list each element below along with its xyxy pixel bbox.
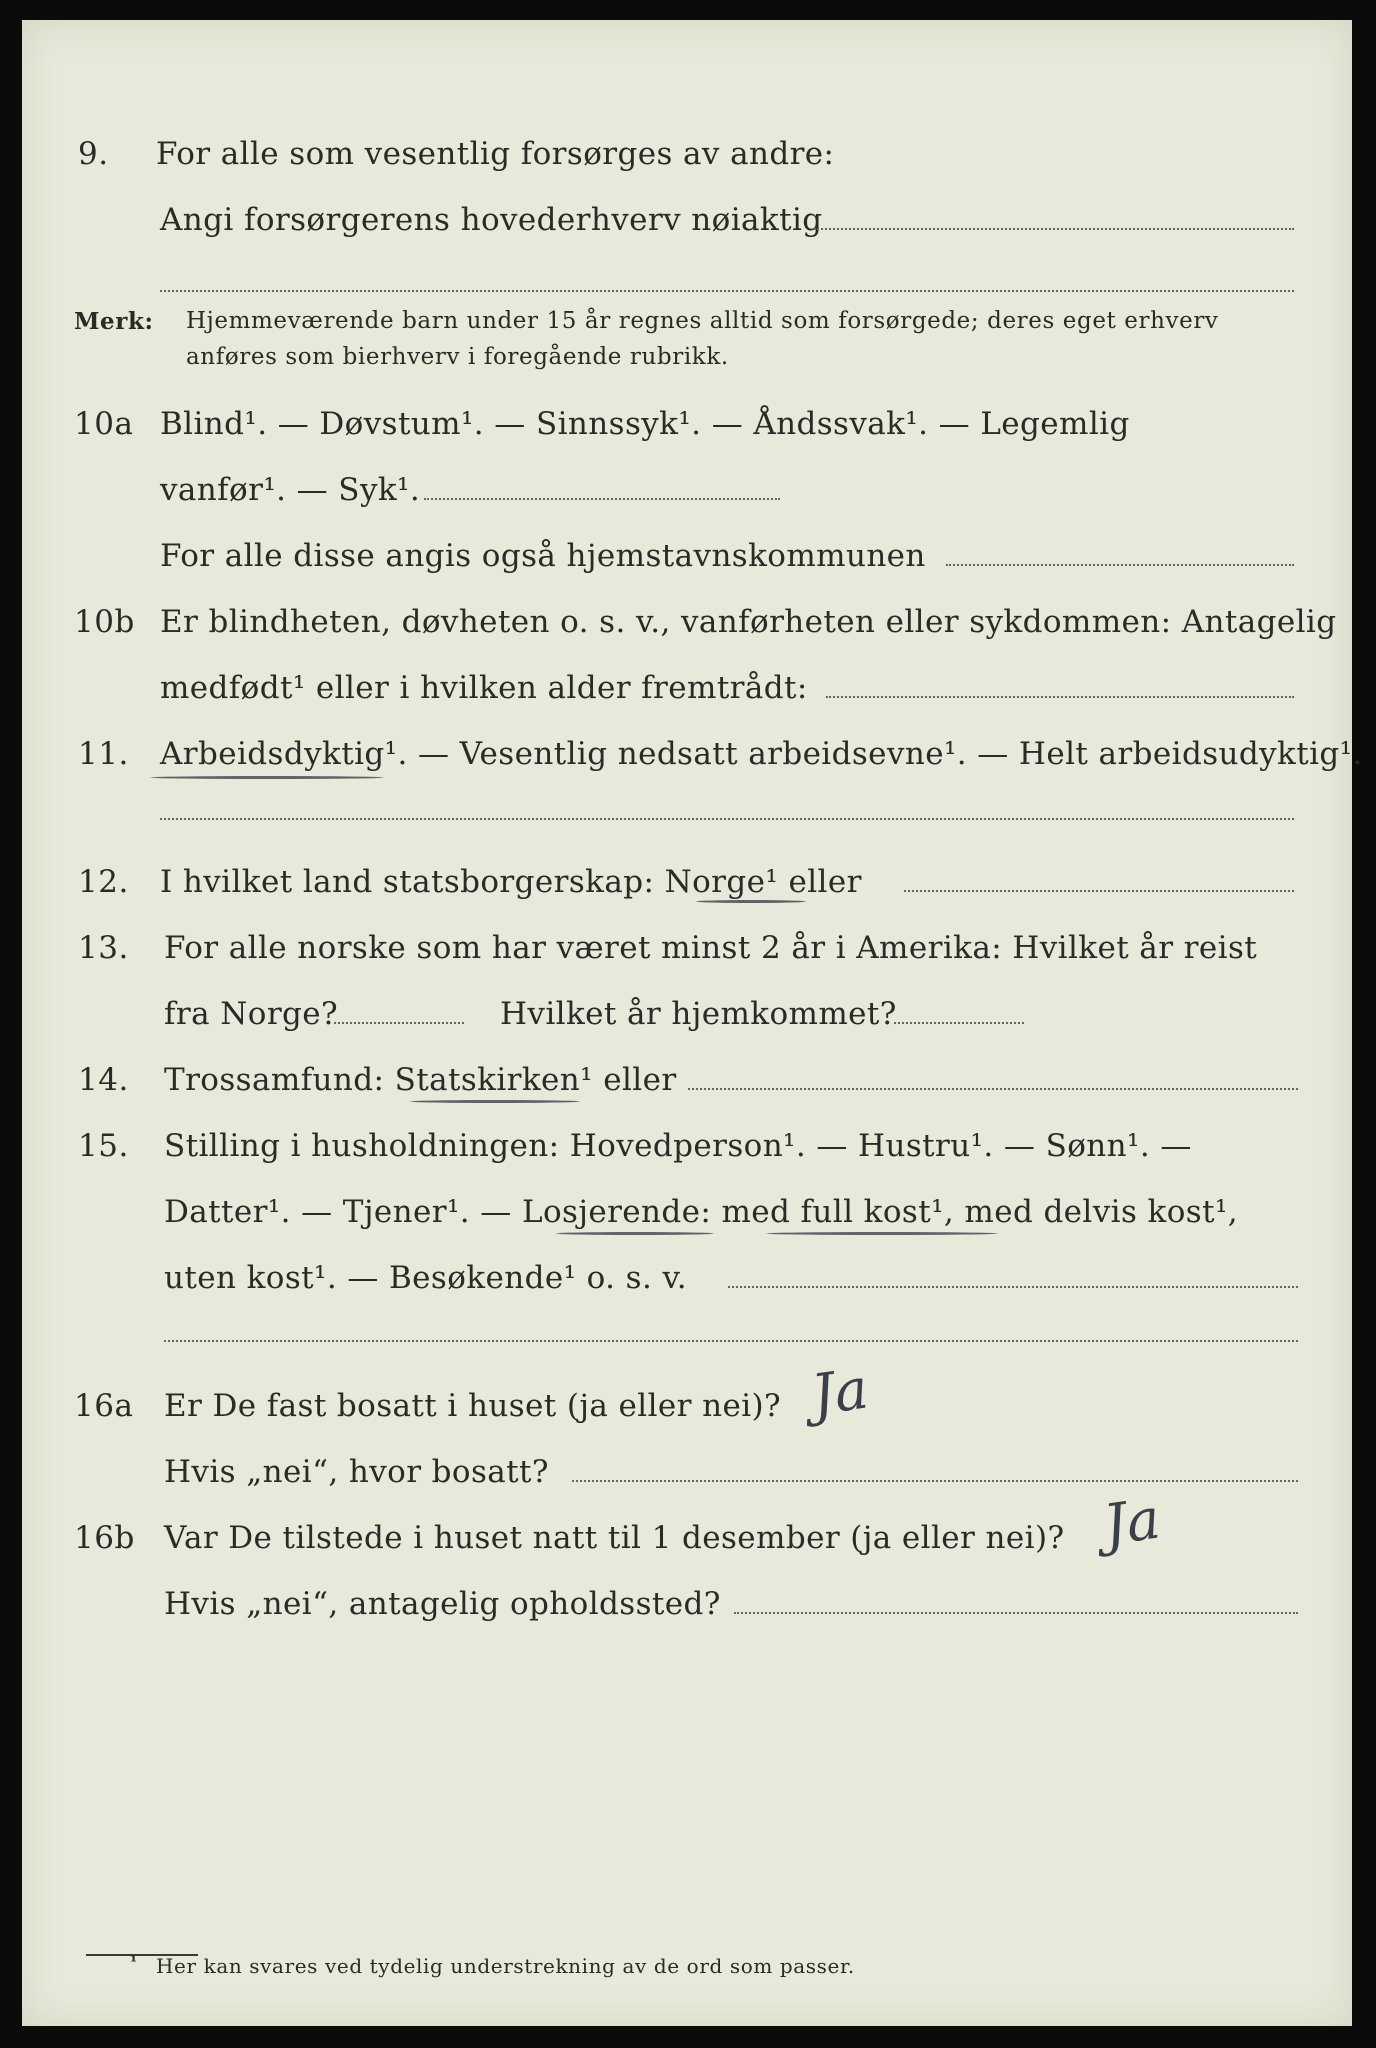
- q9-row-2: [0, 194, 1376, 250]
- q15-row-2: [0, 1186, 1376, 1242]
- q13-departure-year-line[interactable]: [334, 1022, 464, 1024]
- q10b-text-1: Er blindheten, døvheten o. s. v., vanførheten eller sykdommen: Antagelig: [160, 604, 1337, 640]
- q9-text-1: For alle som vesentlig forsørges av andre:: [156, 136, 835, 172]
- q16a-text-1: Er De fast bosatt i huset (ja eller nei)?: [164, 1388, 782, 1424]
- q10b-text-2: medfødt¹ eller i hvilken alder fremtrådt:: [160, 670, 808, 706]
- q15-underline-full-kost: [766, 1232, 998, 1235]
- q10a-text-2: vanfør¹. — Syk¹.: [160, 472, 421, 508]
- q16b-row-2: [0, 1578, 1376, 1634]
- q14-number: 14.: [78, 1062, 129, 1098]
- q15-text-1: Stilling i husholdningen: Hovedperson¹. — Hustru¹. — Sønn¹. —: [164, 1128, 1192, 1164]
- merk-label: Merk:: [74, 308, 154, 335]
- q16a-handwritten-answer[interactable]: Ja: [807, 1356, 873, 1429]
- q12-row-1: [0, 856, 1376, 912]
- q16b-row-1: [0, 1486, 1376, 1568]
- merk-text-2: anføres som bierhverv i foregående rubrikk.: [186, 344, 729, 370]
- q12-text-1: I hvilket land statsborgerskap: Norge¹ eller: [160, 864, 862, 900]
- q15-text-2: Datter¹. — Tjener¹. — Losjerende: med full kost¹, med delvis kost¹,: [164, 1194, 1239, 1230]
- q15-number: 15.: [78, 1128, 129, 1164]
- q9-row-1: [0, 128, 1376, 184]
- q9-answer-line-2[interactable]: [160, 290, 1294, 292]
- q10a-number: 10a: [74, 406, 134, 442]
- q10b-number: 10b: [74, 604, 135, 640]
- q12-underline-norge: [696, 900, 806, 903]
- q12-number: 12.: [78, 864, 129, 900]
- q12-answer-line[interactable]: [904, 890, 1294, 892]
- q15-answer-line-2[interactable]: [164, 1340, 1298, 1342]
- q10a-municipality-line[interactable]: [946, 564, 1294, 566]
- q16b-text-2: Hvis „nei“, antagelig opholdssted?: [164, 1586, 721, 1622]
- q14-row-1: [0, 1054, 1376, 1110]
- q16b-number: 16b: [74, 1520, 135, 1556]
- q14-text-1: Trossamfund: Statskirken¹ eller: [164, 1062, 677, 1098]
- q16a-text-2: Hvis „nei“, hvor bosatt?: [164, 1454, 549, 1490]
- q11-number: 11.: [78, 736, 129, 772]
- q15-text-3: uten kost¹. — Besøkende¹ o. s. v.: [164, 1260, 687, 1296]
- q10b-row-2: [0, 662, 1376, 718]
- merk-text-1: Hjemmeværende barn under 15 år regnes alltid som forsørgede; deres eget erhverv: [186, 308, 1219, 334]
- q16b-handwritten-answer[interactable]: Ja: [1099, 1486, 1165, 1559]
- q15-row-1: [0, 1120, 1376, 1176]
- footnote-row: [0, 1952, 1376, 2008]
- q11-row-1: [0, 728, 1376, 784]
- q16a-residence-line[interactable]: [572, 1480, 1298, 1482]
- footnote-text: Her kan svares ved tydelig understrekning av de ord som passer.: [156, 1954, 855, 1978]
- q13-number: 13.: [78, 930, 129, 966]
- q16a-row-1: [0, 1356, 1376, 1436]
- q10a-row-1: [0, 398, 1376, 454]
- q10a-row-2: [0, 464, 1376, 520]
- q10a-answer-line[interactable]: [424, 498, 780, 500]
- merk-row-2: [0, 340, 1376, 396]
- q11-text-1: Arbeidsdyktig¹. — Vesentlig nedsatt arbeidsevne¹. — Helt arbeidsudyktig¹.: [160, 736, 1363, 772]
- q10b-answer-line[interactable]: [826, 696, 1294, 698]
- q10a-text-3: For alle disse angis også hjemstavnskommunen: [160, 538, 926, 574]
- q11-answer-line[interactable]: [160, 818, 1294, 820]
- q16a-row-2: [0, 1446, 1376, 1502]
- q15-underline-losjerende: [556, 1232, 714, 1235]
- q10a-text-1: Blind¹. — Døvstum¹. — Sinnssyk¹. — Åndssvak¹. — Legemlig: [160, 406, 1130, 442]
- q13-row-1: [0, 922, 1376, 978]
- q14-answer-line[interactable]: [688, 1088, 1298, 1090]
- q15-answer-line[interactable]: [728, 1286, 1298, 1288]
- q13-row-2: [0, 988, 1376, 1044]
- q16b-text-1: Var De tilstede i huset natt til 1 desember (ja eller nei)?: [164, 1520, 1065, 1556]
- q9-text-2: Angi forsørgerens hovederhverv nøiaktig: [160, 202, 823, 238]
- q13-text-2b: Hvilket år hjemkommet?: [500, 996, 897, 1032]
- q13-text-1: For alle norske som har været minst 2 år i Amerika: Hvilket år reist: [164, 930, 1258, 966]
- q10a-row-3: [0, 530, 1376, 586]
- q16b-whereabouts-line[interactable]: [734, 1612, 1298, 1614]
- q13-text-2a: fra Norge?: [164, 996, 339, 1032]
- q13-return-year-line[interactable]: [894, 1022, 1024, 1024]
- q11-row-2: [0, 794, 1376, 850]
- q15-row-4: [0, 1320, 1376, 1376]
- q10b-row-1: [0, 596, 1376, 652]
- q15-row-3: [0, 1252, 1376, 1308]
- q9-number: 9.: [78, 136, 109, 172]
- q16a-number: 16a: [74, 1388, 134, 1424]
- footnote-mark: ¹: [130, 1952, 138, 1971]
- q9-answer-line[interactable]: [814, 228, 1294, 230]
- q14-underline-statskirken: [410, 1100, 580, 1103]
- q11-underline-arbeidsdyktig: [150, 776, 384, 779]
